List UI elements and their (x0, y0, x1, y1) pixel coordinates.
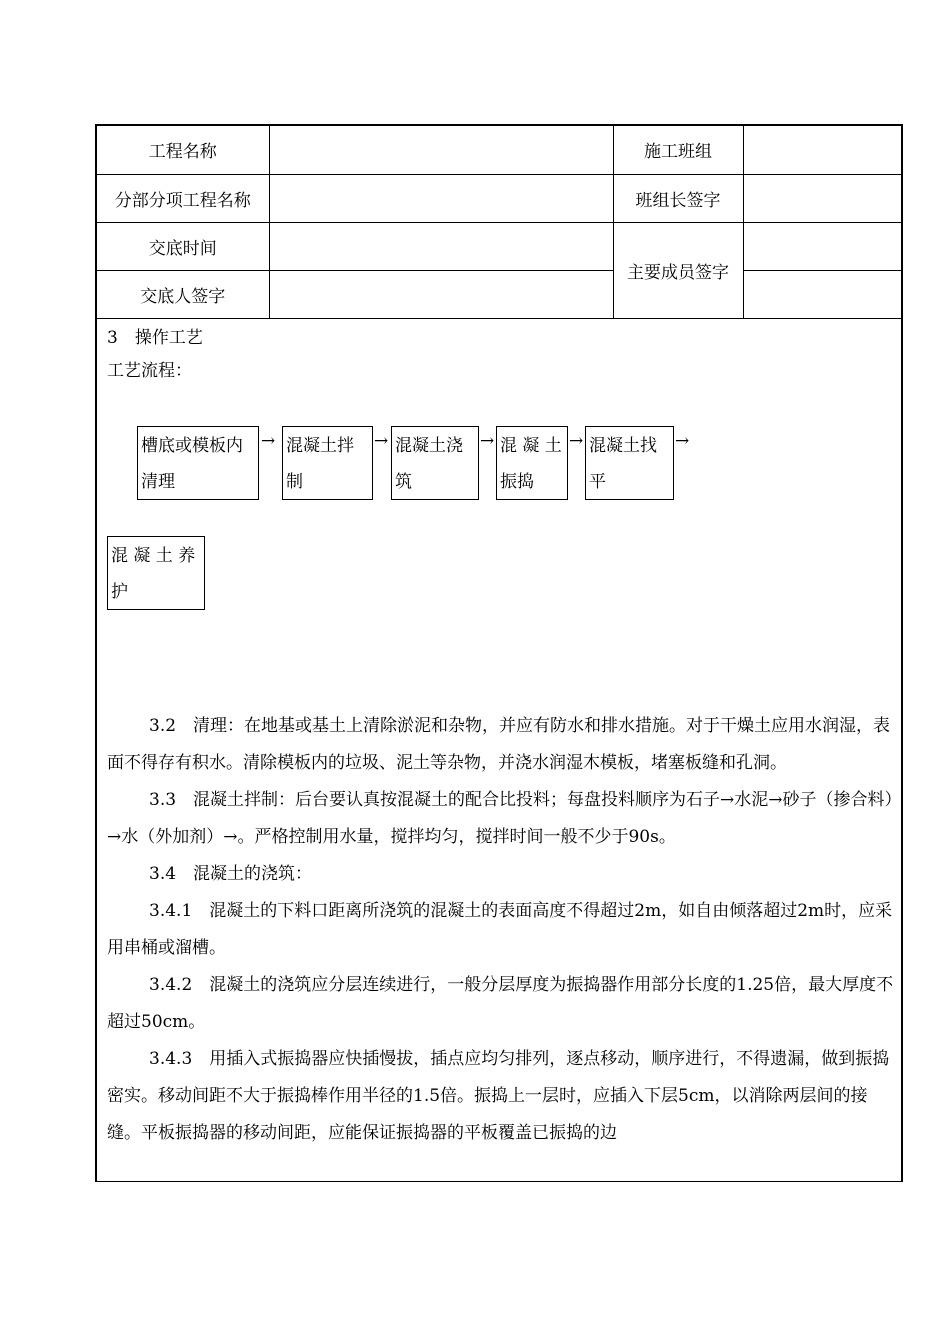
construction-team-field (743, 126, 903, 174)
main-members-sign-field-2 (743, 270, 903, 318)
flow-arrow: → (480, 431, 495, 451)
team-leader-sign-label: 班组长签字 (613, 174, 743, 222)
team-leader-sign-field (743, 174, 903, 222)
flow-step-clean: 槽底或模板内 清理 (137, 426, 259, 500)
paragraph-3-4-3: 3.4.3 用插入式振捣器应快插慢拔，插点应均匀排列，逐点移动，顺序进行，不得遗漏，做到振捣密实。移动间距不大于振捣棒作用半径的1.5倍。振捣上一层时，应插入下层5cm，以消除两层间的接缝。平板振捣器的移动间距，应能保证振捣器的平板覆盖已振捣的边 (107, 1049, 890, 1143)
paragraph-3-4-2: 3.4.2 混凝土的浇筑应分层连续进行，一般分层厚度为振捣器作用部分长度的1.25倍，最大厚度不超过50cm。 (107, 975, 894, 1032)
flow-step-cure: 混 凝 土 养 护 (107, 536, 205, 610)
sub-project-label: 分部分项工程名称 (97, 174, 269, 222)
body-text (107, 708, 895, 1152)
flow-arrow: → (569, 431, 584, 451)
flow-label: 工艺流程： (107, 361, 192, 381)
flow-arrow: → (675, 431, 690, 451)
flow-step-mix: 混凝土拌 制 (282, 426, 373, 500)
project-name-label: 工程名称 (97, 126, 269, 174)
section-heading: 3 操作工艺 (107, 328, 203, 348)
discloser-sign-field (269, 270, 613, 318)
flow-step-vibrate: 混 凝 土 振捣 (496, 426, 568, 500)
discloser-sign-label: 交底人签字 (97, 270, 269, 318)
paragraph-3-4-1: 3.4.1 混凝土的下料口距离所浇筑的混凝土的表面高度不得超过2m，如自由倾落超过2m时，应采用串桶或溜槽。 (107, 901, 893, 958)
flow-arrow: → (261, 431, 276, 451)
construction-team-label: 施工班组 (613, 126, 743, 174)
main-members-sign-label: 主要成员签字 (613, 222, 743, 318)
flow-step-level: 混凝土找 平 (585, 426, 674, 500)
main-members-sign-field-1 (743, 222, 903, 270)
paragraph-3-4: 3.4 混凝土的浇筑： (149, 864, 313, 884)
sub-project-field (269, 174, 613, 222)
header-table (97, 126, 903, 318)
flow-step-pour: 混凝土浇 筑 (391, 426, 479, 500)
document-frame (95, 124, 903, 1182)
disclosure-time-field (269, 222, 613, 270)
flow-arrow: → (374, 431, 389, 451)
project-name-field (269, 126, 613, 174)
paragraph-3-2: 3.2 清理：在地基或基土上清除淤泥和杂物，并应有防水和排水措施。对于干燥土应用水润湿，表面不得存有积水。清除模板内的垃圾、泥土等杂物，并浇水润湿木模板，堵塞板缝和孔洞。 (107, 716, 891, 773)
disclosure-time-label: 交底时间 (97, 222, 269, 270)
paragraph-3-3: 3.3 混凝土拌制：后台要认真按混凝土的配合比投料；每盘投料顺序为石子→水泥→砂子（掺合料）→水（外加剂）→。严格控制用水量，搅拌均匀，搅拌时间一般不少于90s。 (107, 790, 894, 847)
